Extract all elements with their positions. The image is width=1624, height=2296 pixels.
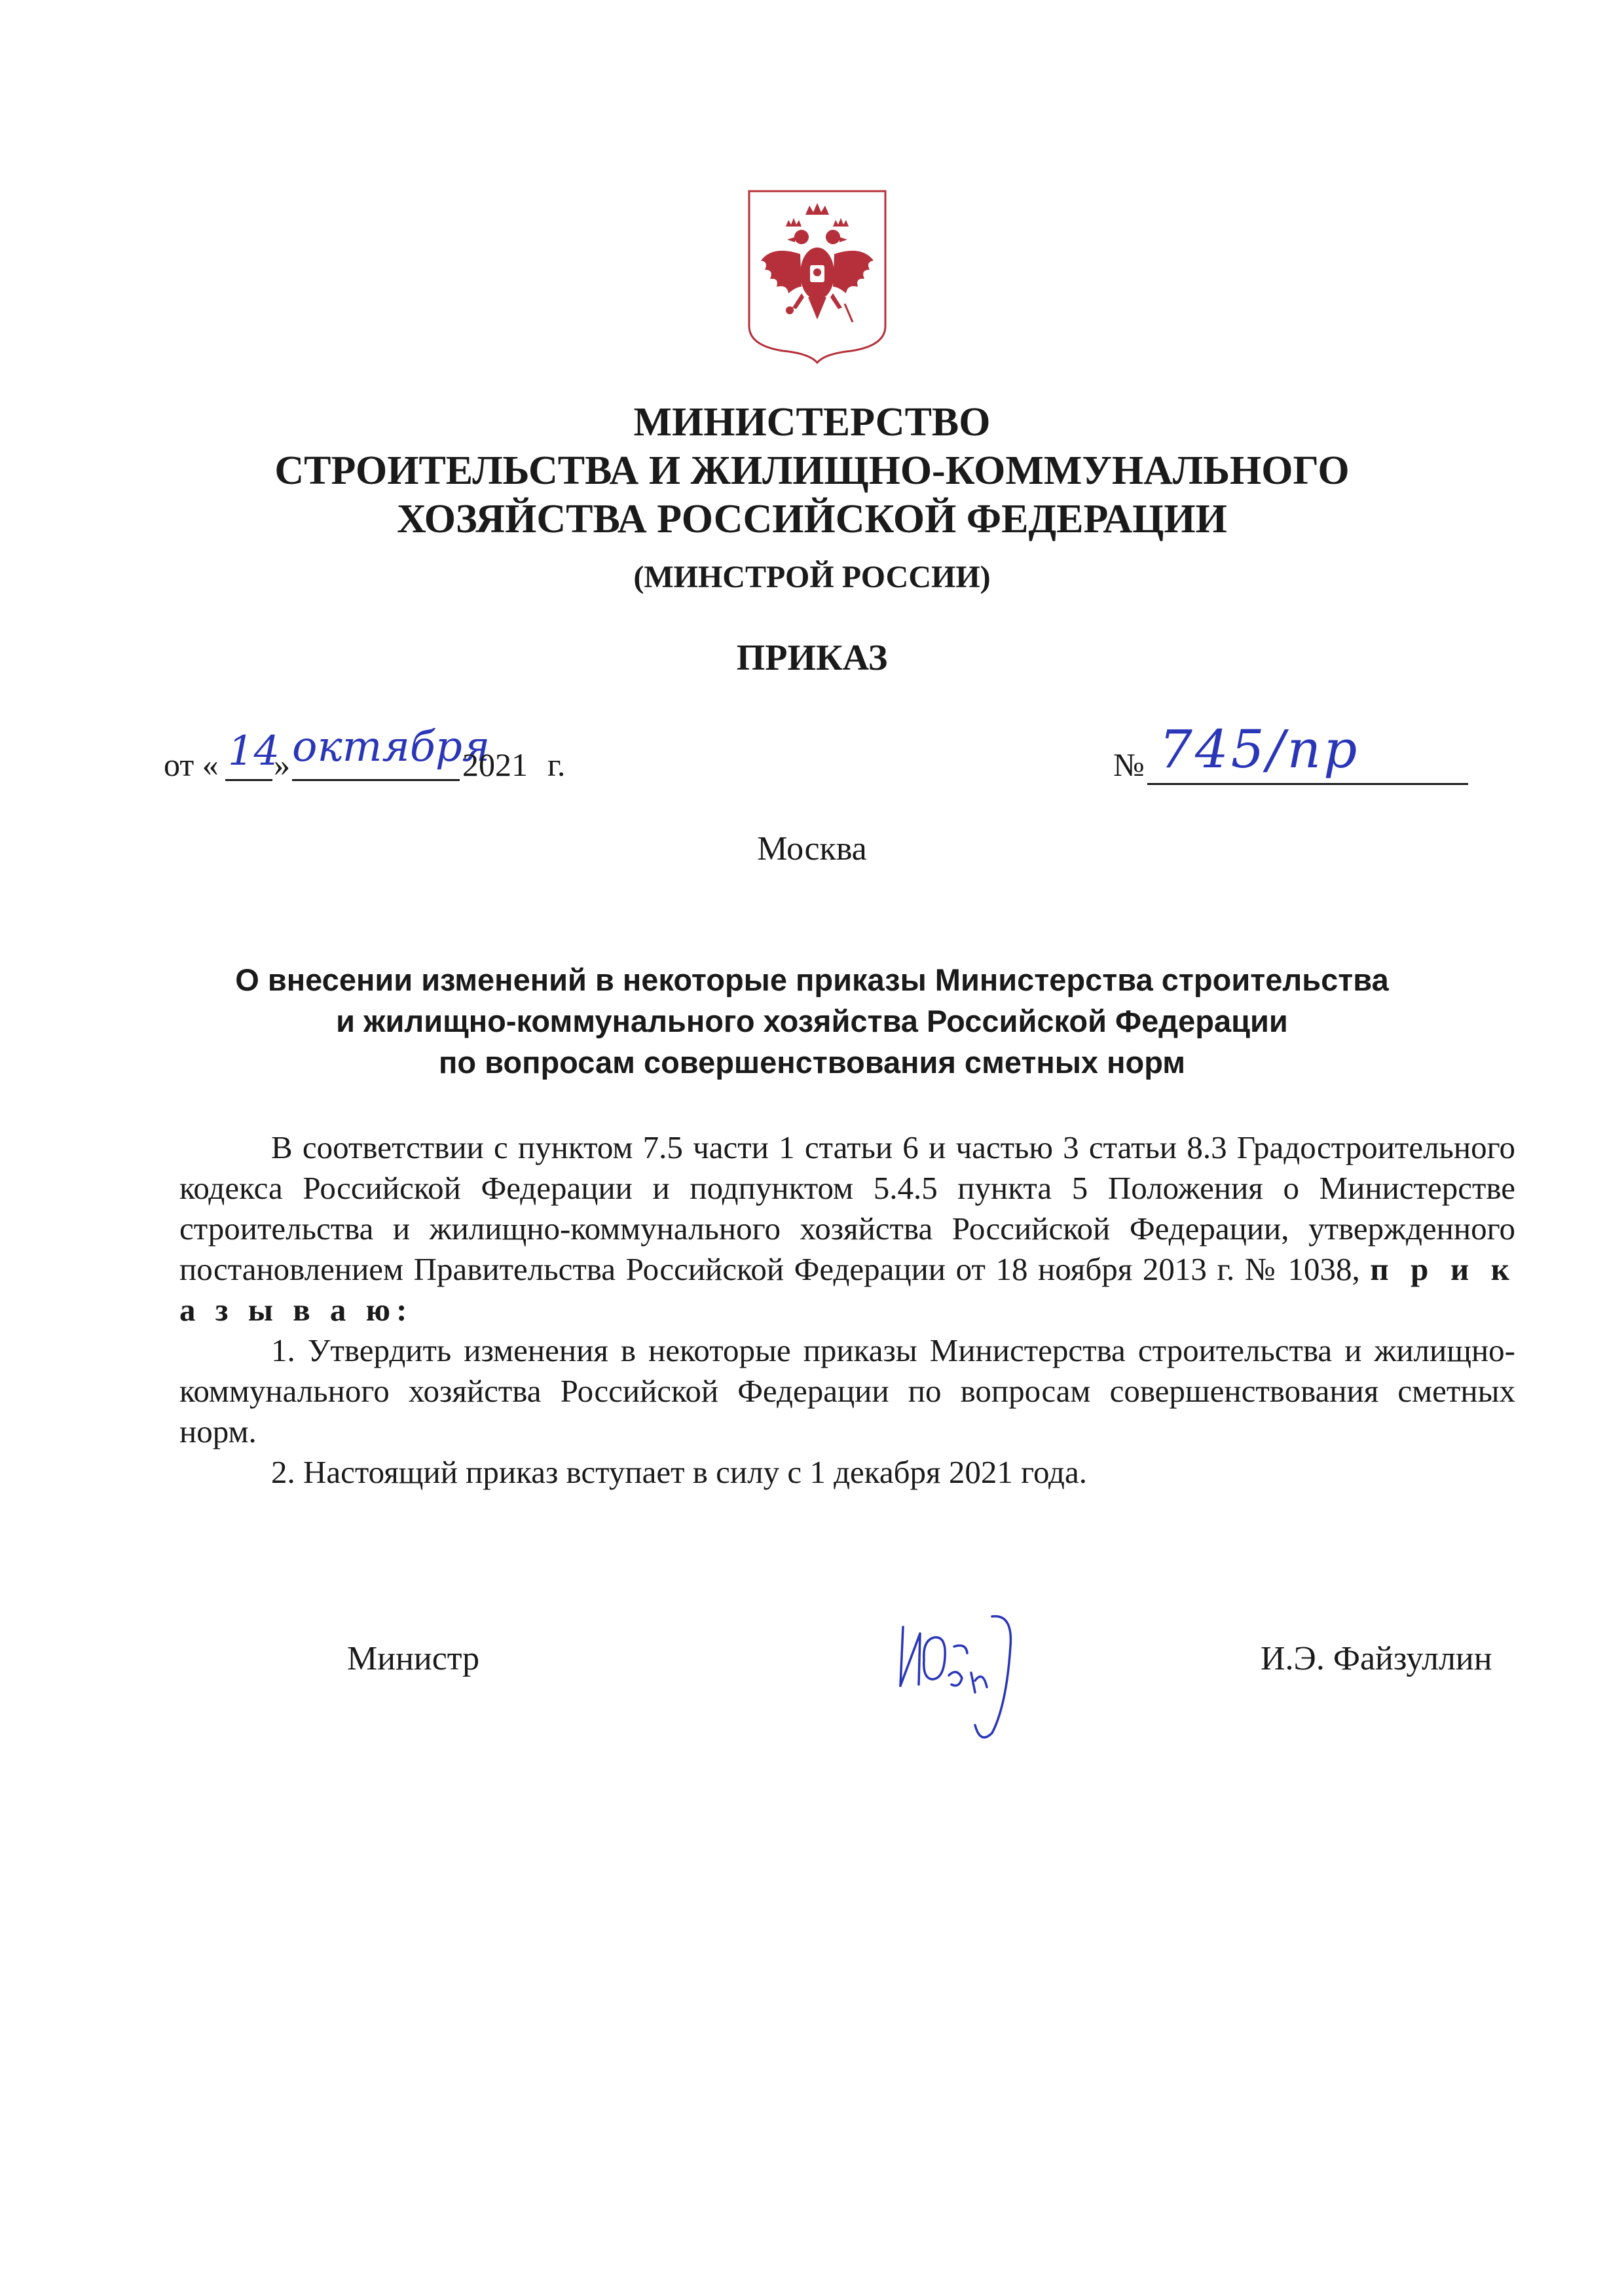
ministry-title-line-2: СТРОИТЕЛЬСТВА И ЖИЛИЩНО-КОММУНАЛЬНОГО <box>274 448 1350 493</box>
date-prefix: от « <box>164 746 219 783</box>
order-item-1: 1. Утвердить изменения в некоторые приказы Министерства строительства и жилищно-коммунального хозяйства Российской Федерации по вопросам совершенствования сметных норм. <box>179 1332 1515 1449</box>
date-suffix: г. <box>547 746 566 783</box>
ministry-title-line-1: МИНИСТЕРСТВО <box>633 400 991 445</box>
date-year: 2021 <box>462 746 528 783</box>
preamble-text: В соответствии с пунктом 7.5 части 1 статьи 6 и частью 3 статьи 8.3 Градостроительного кодекса Российской Федерации и подпунктом 5.4.5 пункта 5 Положения о Министерстве строительства и жилищно-коммунального хозяйства Российской Федерации, утвержденного постановлением Правительства Российской Федерации от 18 ноября 2013 г. № 1038, <box>179 1129 1515 1287</box>
subject-line-3: по вопросам совершенствования сметных норм <box>438 1045 1186 1080</box>
date-quote-close: » <box>274 746 290 783</box>
ministry-abbreviation: (МИНСТРОЙ РОССИИ) <box>633 560 991 594</box>
signatory-name: И.Э. Файзуллин <box>1261 1640 1492 1677</box>
coat-of-arms-emblem <box>747 189 888 365</box>
ministry-title-line-3: ХОЗЯЙСТВА РОССИЙСКОЙ ФЕДЕРАЦИИ <box>397 497 1227 541</box>
ministry-title <box>0 398 1624 543</box>
number-prefix: № <box>1113 746 1145 783</box>
date-month: октября <box>292 723 490 771</box>
order-item-2: 2. Настоящий приказ вступает в силу с 1 декабря 2021 года. <box>271 1454 1087 1490</box>
handwritten-signature <box>894 1607 1025 1745</box>
signatory-position: Министр <box>347 1640 480 1677</box>
date-day: 14 <box>228 727 280 774</box>
city: Москва <box>757 830 867 867</box>
order-subject <box>196 959 1428 1083</box>
order-number-handwritten: 745/пр <box>1159 719 1360 780</box>
subject-line-1: О внесении изменений в некоторые приказы Министерства строительства <box>235 962 1389 997</box>
order-title: ПРИКАЗ <box>736 638 888 678</box>
order-word: п р и к а з ы в а ю: <box>179 1251 1516 1328</box>
order-body <box>179 1127 1515 1493</box>
preamble-paragraph <box>179 1127 1515 1330</box>
subject-line-2: и жилищно-коммунального хозяйства Российской Федерации <box>336 1004 1288 1038</box>
